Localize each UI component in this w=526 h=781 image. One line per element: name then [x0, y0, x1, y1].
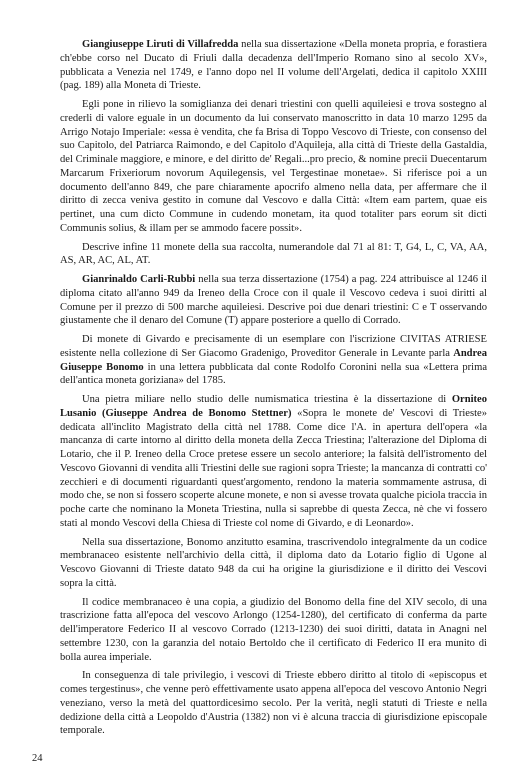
author-name: Andrea Giuseppe Bonomo: [60, 347, 487, 373]
paragraph-text: In conseguenza di tale privilegio, i vescovi di Trieste ebbero diritto al titolo di «episcopus et comes tergestinus», che venne però effettivamente usato appena all'epoca del vescovo Antonio Negri veneziano, verso la metà del quattordicesimo secolo. Per la verità, negli statuti di Trieste e nella dedizione della città a Leopoldo d'Austria (1382) non vi è alcuna traccia di giurisdizione episcopale temporale.: [60, 670, 487, 737]
paragraph-diploma: [60, 536, 487, 591]
paragraph-text: Il codice membranaceo è una copia, a giudizio del Bonomo della fine del XIV secolo, di una trascrizione fatta all'epoca del vescovo Arlongo (1254-1280), del certificato di conferma da parte dell'imperatore Federico II al vescovo Corrado (1213-1230) dei suoi diritti, datata in Anagni nel settembre 1230, con la garanzia del notaio Bertoldo che il certificato di Federico II era munito di bolla aurea imperiale.: [60, 596, 487, 663]
paragraph-coin-list: [60, 241, 487, 269]
paragraph-text: Una pietra miliare nello studio delle numismatica triestina è la dissertazione di: [82, 394, 452, 405]
paragraph-text: Di monete di Givardo e precisamente di un esemplare con l'iscrizione CIVITAS ATRIESE esistente nella collezione di Ser Giacomo Gradenigo, Proveditor Generale in Levante parla: [60, 334, 487, 359]
paragraph-text: nella sua dissertazione «Della moneta propria, e forastiera ch'ebbe corso nel Ducato di Friuli dalla decadenza dell'Imperio Romano sino al secolo XV», pubblicata a Venezia nel 1749, e l'anno dopo nel II volume dell'Argelati, dedica il capitolo XXIII (pag. 189) alla Moneta di Trieste.: [60, 39, 487, 92]
paragraph-text: Egli pone in rilievo la somiglianza dei denari triestini con quelli aquileiesi e trova sostegno al crederli di valore eguale in un documento da lui conservato manoscritto in data 10 marzo 1295 da Arrigo Notajo Imperiale: «essa è vendita, che fa Brisa di Toppo Vescovo di Trieste, con consenso del suo Capitolo, del Patriarca Raimondo, e del Capitolo d'Aquileja, alla città di Trieste della Gastaldia, del Criminale maggiore, e minore, e del diritto de' Regali...pro precio, & nomine precii Duecentarum Marcarum Frixeriorum novorum Aquilegensis, vel Tergestinae monetae». Si riferisce poi a un documento dell'anno 849, che pare chiaramente apocrifo almeno nella data, per affermare che il diritto di zecca veniva gestito in comune dal Vescovo e dalla Città: «Item eam partem, quae eis pertinet, una cum dicto Commune in cudendo monetam, ita quod totaliter pars eorum sit dicti Communis solius, & illam per se ammodo facere possit».: [60, 99, 487, 234]
paragraph-text: nella sua terza dissertazione (1754) a pag. 224 attribuisce al 1246 il diploma citato all'anno 949 da Ireneo della Croce con il quale il Vescovo cedeva i suoi diritti al Comune per il prezzo di 500 marche aquileiesi. Descrive poi due denari triestini: C e T osservando giustamente che il denaro del Comune (T) appare posteriore a quello di Corrado.: [60, 274, 488, 327]
paragraph-carli-rubbi: [60, 273, 487, 328]
paragraph-text: «Sopra le monete de' Vescovi di Trieste» dedicata all'inclito Magistrato della città nel 1788. Come dice l'A. in apertura dell'opera «la mancanza di carte intorno al diritto della moneta della Zecca Triestina; l'alterazione del Diploma di Lotario, che il P. Ireneo della Croce pretese essere un secolo anteriore; la falsità dell'istromento del Vescovo Giovanni di vendita alli Triestini delle sue ragioni sopra Trieste; la mancanza di contratti co' zecchieri e di documenti riguardanti quest'argomento, rendono la materia sommamente astrusa, di modo che, se non si fossero scoperte alcune monete, e non si avesse trovata qualche piciola traccia in poche carte che nominano la Moneta Triestina, nulla si saprebbe di questa Zecca, nè che vi fossero stati al mondo Vescovi della Chiesa di Trieste col nome di Givardo, e di Leonardo».: [60, 407, 487, 529]
author-name: Giangiuseppe Liruti di Villafredda: [82, 39, 239, 50]
page-body: [60, 38, 487, 743]
author-name: Gianrinaldo Carli-Rubbi: [82, 274, 196, 285]
paragraph-text: Descrive infine 11 monete della sua raccolta, numerandole dal 71 al 81: T, G4, L, C, VA, AA, AS, AR, AC, AL, AT.: [60, 241, 487, 267]
paragraph-bonomo: [60, 333, 487, 388]
paragraph-lusanio: [60, 393, 487, 531]
paragraph-codice: [60, 596, 487, 665]
paragraph-text: in una lettera pubblicata dal conte Rodolfo Coronini nella sua «Lettera prima dell'antica moneta goriziana» del 1785.: [60, 361, 487, 387]
page-number: 24: [32, 753, 43, 764]
paragraph-privilegio: [60, 669, 487, 738]
paragraph-document-1295: [60, 98, 487, 236]
paragraph-text: Nella sua dissertazione, Bonomo anzitutto esamina, trascrivendolo integralmente da un codice membranaceo esistente nell'archivio della città, il diploma dato da Lotario figlio di Ugone al Vescovo Giovanni di Trieste datato 948 da cui ha origine la giurisdizione e il diritto dei Vescovi sopra la città.: [60, 536, 487, 589]
author-name: Orniteo Lusanio (Giuseppe Andrea de Bonomo Stettner): [60, 394, 487, 419]
paragraph-liruti: [60, 38, 487, 93]
